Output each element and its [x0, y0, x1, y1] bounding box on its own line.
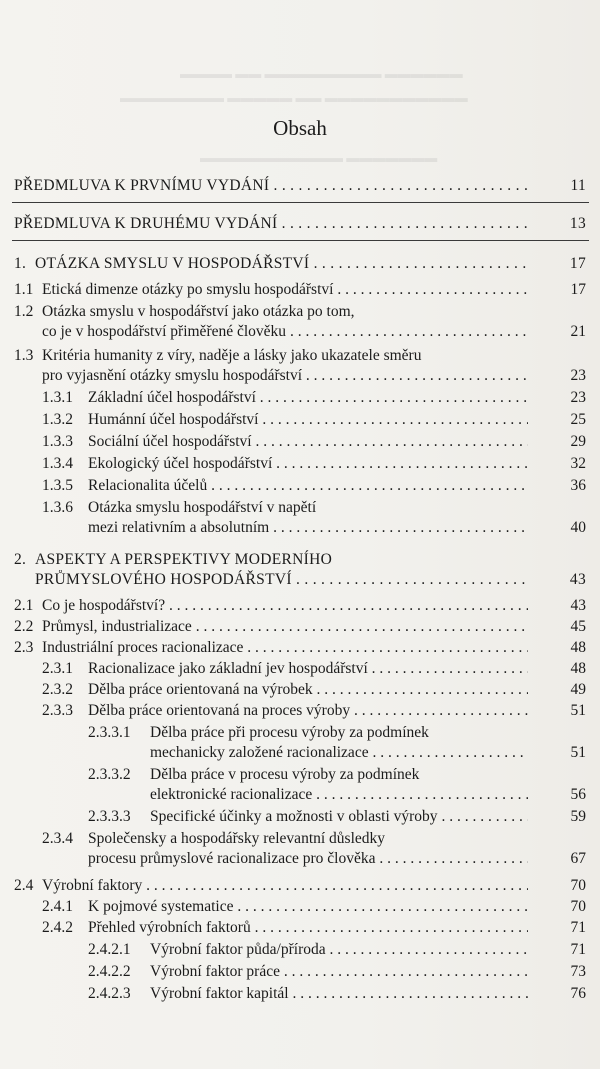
show-through-texture: ▬▬▬▬ ▬▬ ▬▬▬▬▬▬▬▬▬ ▬▬▬▬▬▬: [180, 66, 463, 81]
toc-entry-number: 2.4.2.1: [88, 941, 131, 958]
toc-entry-number: 2.: [14, 551, 27, 568]
toc-entry-page: 76: [570, 985, 586, 1002]
toc-entry: [0, 897, 600, 917]
toc-entry-title: ASPEKTY A PERSPEKTIVY MODERNÍHO: [35, 551, 333, 568]
toc-entry-title: Výrobní faktory . . .: [42, 876, 528, 896]
toc-entry-page: 45: [570, 618, 586, 635]
toc-entry-number: 2.4.2.3: [88, 985, 131, 1002]
toc-entry: [0, 962, 600, 982]
toc-entry-page: 51: [570, 702, 586, 719]
toc-entry-page: 49: [570, 681, 586, 698]
toc-entry-page: 70: [570, 877, 586, 894]
toc-entry-number: 2.3.3.1: [88, 724, 131, 741]
toc-entry-number: 2.3: [14, 639, 34, 656]
toc-entry: [0, 280, 600, 300]
toc-entry-page: 17: [570, 281, 586, 298]
toc-entry-number: 2.4.2.2: [88, 963, 131, 980]
toc-entry: [0, 984, 600, 1004]
toc-entry-title: Otázka smyslu hospodářství v napětí: [88, 499, 317, 516]
toc-entry-number: 1.3.5: [42, 477, 73, 494]
show-through-texture: ▬▬▬▬▬▬▬▬ ▬▬▬▬▬ ▬▬ ▬▬▬▬▬▬▬▬▬▬▬: [120, 90, 468, 105]
toc-entry: [0, 410, 600, 430]
toc-entry: [0, 701, 600, 721]
toc-entry-title: Racionalizace jako základní jev hospodářství . . .: [88, 659, 528, 679]
toc-entry-page: 70: [570, 898, 586, 915]
toc-entry: [0, 346, 600, 366]
toc-entry: [0, 596, 600, 616]
toc-entry-number: 1.3.6: [42, 499, 73, 516]
toc-entry-page: 71: [570, 919, 586, 936]
toc-entry-title: Specifické účinky a možnosti v oblasti výroby . . .: [150, 807, 528, 827]
toc-entry: [0, 807, 600, 827]
toc-entry-page: 43: [569, 571, 586, 588]
toc-entry: [0, 214, 600, 234]
toc-entry-page: 51: [570, 744, 586, 761]
toc-entry: [0, 302, 600, 322]
toc-entry-page: 59: [570, 808, 586, 825]
toc-entry-number: 1.1: [14, 281, 34, 298]
toc-entry-title: Základní účel hospodářství . . .: [88, 388, 528, 408]
toc-entry: [0, 765, 600, 785]
show-through-texture: ▬▬▬▬▬▬▬▬▬▬▬ ▬▬▬▬▬▬▬: [200, 150, 438, 165]
toc-entry-number: 1.2: [14, 303, 34, 320]
toc-entry-title: PŘEDMLUVA K PRVNÍMU VYDÁNÍ . . .: [14, 176, 528, 196]
toc-entry-title: mechanicky založené racionalizace . . .: [150, 743, 528, 763]
toc-entry-title: co je v hospodářství přiměřené člověku . . .: [42, 322, 528, 342]
toc-entry-title: Dělba práce v procesu výroby za podmínek: [150, 766, 420, 783]
toc-entry-title: Dělba práce při procesu výroby za podmínek: [150, 724, 429, 741]
toc-entry-title: Výrobní faktor půda/příroda . . .: [150, 940, 528, 960]
toc-entry-number: 1.: [14, 255, 27, 272]
toc-entry-continuation: [0, 322, 600, 342]
toc-entry-page: 40: [570, 519, 586, 536]
toc-entry-title: Průmysl, industrializace . . .: [42, 617, 528, 637]
toc-entry-title: Kritéria humanity z víry, naděje a lásky jako ukazatele směru: [42, 347, 422, 364]
toc-entry-title: Co je hospodářství? . . .: [42, 596, 528, 616]
toc-entry-page: 32: [570, 455, 586, 472]
toc-entry-page: 23: [570, 389, 586, 406]
toc-entry-number: 2.3.3.2: [88, 766, 131, 783]
toc-entry-page: 48: [570, 660, 586, 677]
toc-entry-page: 73: [570, 963, 586, 980]
toc-entry-title: Ekologický účel hospodářství . . .: [88, 454, 528, 474]
toc-entry-number: 2.4.1: [42, 898, 73, 915]
toc-entry-title: OTÁZKA SMYSLU V HOSPODÁŘSTVÍ . . .: [35, 254, 528, 274]
toc-entry-title: procesu průmyslové racionalizace pro člověka . . .: [88, 849, 528, 869]
toc-entry-number: 2.3.1: [42, 660, 73, 677]
toc-entry: [0, 680, 600, 700]
page-title: Obsah: [273, 116, 327, 140]
toc-entry: [0, 454, 600, 474]
toc-entry-continuation: [0, 366, 600, 386]
toc-entry-number: 2.3.3: [42, 702, 73, 719]
toc-entry-page: 23: [570, 367, 586, 384]
toc-entry: [0, 918, 600, 938]
toc-entry: [0, 829, 600, 849]
toc-entry-title: Přehled výrobních faktorů . . .: [88, 918, 528, 938]
toc-entry: [0, 638, 600, 658]
toc-entry: [0, 498, 600, 518]
section-divider: [12, 240, 589, 241]
section-divider: [12, 202, 589, 203]
toc-entry: [0, 617, 600, 637]
toc-entry-title: Výrobní faktor práce . . .: [150, 962, 528, 982]
toc-entry-title: K pojmové systematice . . .: [88, 897, 528, 917]
toc-entry-page: 21: [570, 323, 586, 340]
toc-entry: [0, 476, 600, 496]
toc-entry-continuation: [0, 849, 600, 869]
toc-entry: [0, 940, 600, 960]
toc-entry-page: 43: [570, 597, 586, 614]
toc-entry-title: Relacionalita účelů . . .: [88, 476, 528, 496]
toc-entry: [0, 388, 600, 408]
toc-entry-title: Otázka smyslu v hospodářství jako otázka po tom,: [42, 303, 355, 320]
toc-entry: [0, 176, 600, 196]
toc-entry: [0, 723, 600, 743]
toc-entry: [0, 254, 600, 274]
toc-entry-number: 2.2: [14, 618, 34, 635]
toc-entry-number: 1.3.4: [42, 455, 73, 472]
toc-entry-page: 25: [570, 411, 586, 428]
toc-entry: [0, 876, 600, 896]
toc-entry-number: 1.3.3: [42, 433, 73, 450]
toc-entry-number: 2.3.3.3: [88, 808, 131, 825]
toc-entry-title: PŘEDMLUVA K DRUHÉMU VYDÁNÍ . . .: [14, 214, 528, 234]
toc-entry-page: 67: [570, 850, 586, 867]
toc-entry-number: 2.4: [14, 877, 34, 894]
toc-entry-title: Humánní účel hospodářství . . .: [88, 410, 528, 430]
toc-entry: [0, 550, 600, 570]
toc-entry-continuation: [0, 785, 600, 805]
toc-entry-page: 29: [570, 433, 586, 450]
toc-entry-page: 13: [569, 215, 586, 232]
toc-entry: [0, 659, 600, 679]
toc-entry-continuation: [0, 518, 600, 538]
toc-entry-page: 17: [569, 255, 586, 272]
toc-entry-page: 11: [570, 177, 586, 194]
toc-entry-number: 2.3.4: [42, 830, 73, 847]
toc-entry-page: 71: [570, 941, 586, 958]
toc-entry-title: Etická dimenze otázky po smyslu hospodářství . . .: [42, 280, 528, 300]
toc-entry-title: Industriální proces racionalizace . . .: [42, 638, 528, 658]
toc-entry-number: 1.3: [14, 347, 34, 364]
toc-entry-number: 2.3.2: [42, 681, 73, 698]
toc-entry-title: Dělba práce orientovaná na proces výroby . . .: [88, 701, 528, 721]
toc-entry-continuation: [0, 570, 600, 590]
toc-entry-number: 2.4.2: [42, 919, 73, 936]
toc-entry-page: 36: [570, 477, 586, 494]
toc-entry-number: 1.3.1: [42, 389, 73, 406]
toc-entry-number: 1.3.2: [42, 411, 73, 428]
toc-entry-continuation: [0, 743, 600, 763]
toc-entry-title: Výrobní faktor kapitál . . .: [150, 984, 528, 1004]
toc-entry-title: Dělba práce orientovaná na výrobek . . .: [88, 680, 528, 700]
toc-entry-title: pro vyjasnění otázky smyslu hospodářství . . .: [42, 366, 528, 386]
toc-entry: [0, 432, 600, 452]
toc-entry-title: Společensky a hospodářsky relevantní důsledky: [88, 830, 386, 847]
toc-entry-title: Sociální účel hospodářství . . .: [88, 432, 528, 452]
toc-entry-title: mezi relativním a absolutním . . .: [88, 518, 528, 538]
toc-entry-page: 56: [570, 786, 586, 803]
toc-entry-title: elektronické racionalizace . . .: [150, 785, 528, 805]
toc-entry-title: PRŮMYSLOVÉHO HOSPODÁŘSTVÍ . . .: [35, 570, 528, 590]
toc-entry-page: 48: [570, 639, 586, 656]
toc-entry-number: 2.1: [14, 597, 34, 614]
